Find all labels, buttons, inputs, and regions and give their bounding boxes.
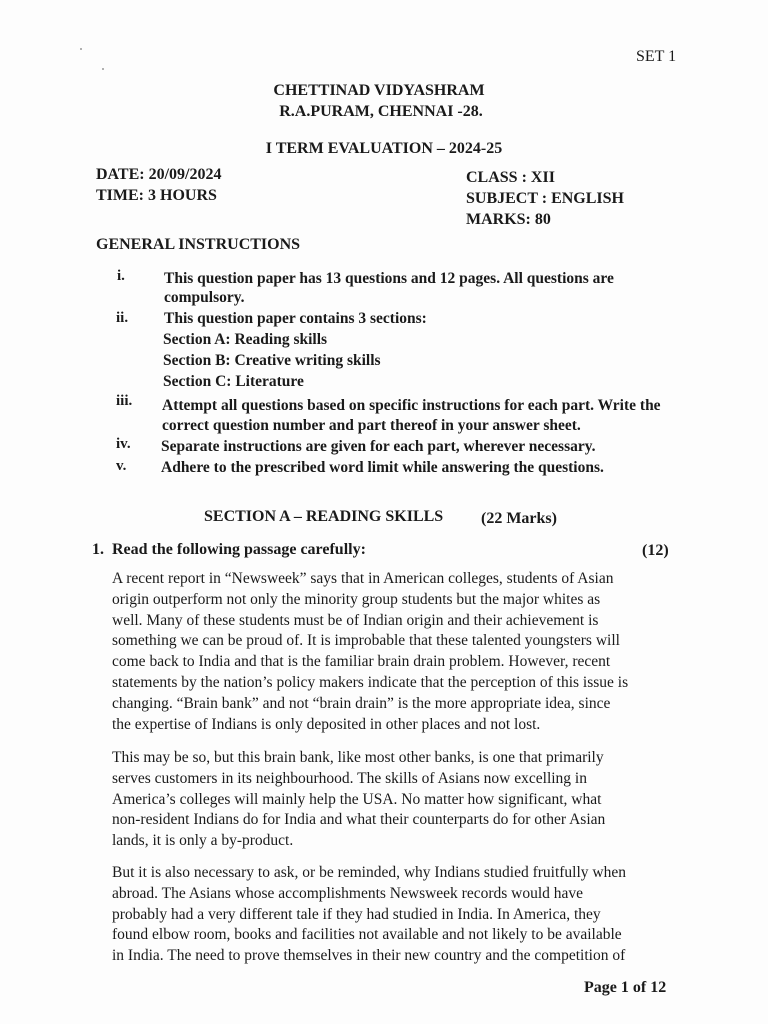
exam-marks: MARKS: 80 xyxy=(466,211,551,228)
question-1-marks: (12) xyxy=(642,542,669,559)
instruction-text: correct question number and part thereof in your answer sheet. xyxy=(162,417,581,434)
exam-date: DATE: 20/09/2024 xyxy=(96,166,222,183)
general-instructions-title: GENERAL INSTRUCTIONS xyxy=(96,236,301,253)
passage-paragraph: But it is also necessary to ask, or be reminded, why Indians studied fruitfully when abroad. The Asians whose accomplishments Newsweek records would have probably had a very different tale if they had studied in India. In America, they found elbow room, books and facilities not available and not likely to be available in India. The need to prove themselves in their new country and the competition of xyxy=(112,864,626,965)
instruction-subitem: Section A: Reading skills xyxy=(163,331,328,348)
exam-class: CLASS : XII xyxy=(466,169,555,186)
question-1-label: 1. Read the following passage carefully: xyxy=(92,541,366,558)
instruction-number: iv. xyxy=(116,436,131,452)
instruction-text: This question paper has 13 questions and 12 pages. All questions are xyxy=(164,270,614,287)
instruction-subitem: Section C: Literature xyxy=(163,373,304,390)
scan-speck xyxy=(80,48,82,50)
set-label: SET 1 xyxy=(636,48,677,65)
exam-time: TIME: 3 HOURS xyxy=(96,187,217,204)
passage-paragraph: A recent report in “Newsweek” says that in American colleges, students of Asian origin outperform not only the minority group students but the major whites as well. Many of these students must be of Indian origin and their achievement is something we can be proud of. It is improbable that these talented youngsters will come back to India and that is the familiar brain drain problem. However, recent statements by the nation’s policy makers indicate that the perception of this issue is changing. “Brain bank” and not “brain drain” is the more appropriate idea, since the expertise of Indians is only deposited in other places and not lost. xyxy=(112,570,629,733)
instruction-number: v. xyxy=(116,458,127,474)
instruction-number: ii. xyxy=(116,310,129,326)
school-address: R.A.PURAM, CHENNAI -28. xyxy=(279,103,483,120)
instruction-text: Attempt all questions based on specific instructions for each part. Write the xyxy=(162,397,661,414)
instruction-text: Separate instructions are given for each part, wherever necessary. xyxy=(161,438,596,455)
section-a-heading: SECTION A – READING SKILLS xyxy=(204,508,444,525)
scan-speck xyxy=(102,68,104,70)
school-name: CHETTINAD VIDYASHRAM xyxy=(273,82,485,99)
instruction-subitem: Section B: Creative writing skills xyxy=(163,352,381,369)
page-number: Page 1 of 12 xyxy=(584,979,667,996)
instruction-number: iii. xyxy=(116,393,133,409)
instruction-text: Adhere to the prescribed word limit while answering the questions. xyxy=(161,459,604,476)
instruction-number: i. xyxy=(117,268,125,284)
instruction-text: compulsory. xyxy=(164,289,245,306)
exam-subject: SUBJECT : ENGLISH xyxy=(466,190,624,207)
section-a-marks: (22 Marks) xyxy=(481,510,557,527)
passage-paragraph: This may be so, but this brain bank, like most other banks, is one that primarily serves customers in its neighbourhood. The skills of Asians now excelling in America’s colleges will mainly help the USA. No matter how significant, what non-resident Indians do for India and what their counterparts do for other Asian lands, it is only a by-product. xyxy=(112,749,606,850)
instruction-text: This question paper contains 3 sections: xyxy=(164,310,427,327)
exam-title: I TERM EVALUATION – 2024-25 xyxy=(265,140,503,157)
